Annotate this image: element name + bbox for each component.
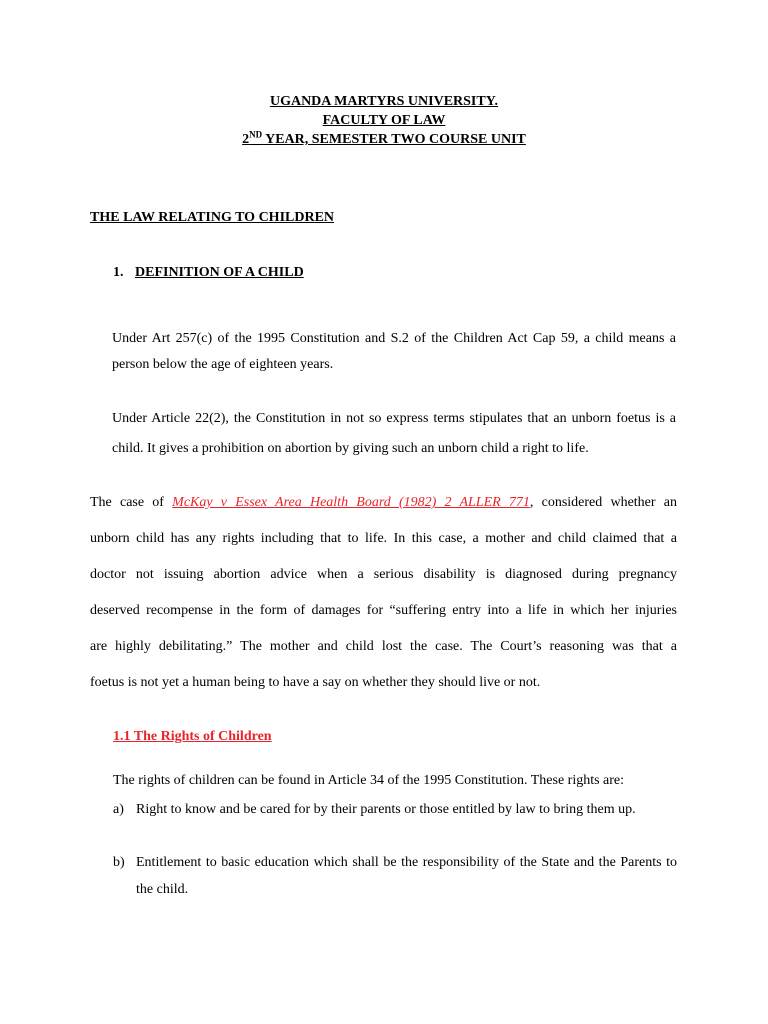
case-following-text: , considered whether an: [529, 495, 677, 510]
paragraph-line: deserved recompense in the form of damages for “suffering entry into a life in which her injuries: [90, 603, 677, 618]
case-intro-text: The case of: [90, 495, 173, 510]
subsection-heading-rights: 1.1 The Rights of Children: [113, 729, 272, 744]
list-item: [113, 796, 677, 823]
paragraph-line: unborn child has any rights including that to life. In this case, a mother and child claimed that a: [90, 531, 677, 546]
paragraph-line: Under Art 257(c) of the 1995 Constitution and S.2 of the Children Act Cap 59, a child means: [112, 331, 665, 346]
year-number: 2: [242, 132, 250, 147]
paragraph-line: are highly debilitating.” The mother and child lost the case. The Court’s reasoning was that a: [90, 639, 677, 654]
university-name: UGANDA MARTYRS UNIVERSITY.: [269, 94, 499, 109]
document-title: THE LAW RELATING TO CHILDREN: [90, 210, 335, 225]
rights-intro-text: The rights of children can be found in Article 34 of the 1995 Constitution. These rights are:: [113, 773, 625, 788]
paragraph-case-discussion: [90, 485, 677, 701]
year-ordinal-suffix: ND: [249, 129, 263, 140]
case-citation-link[interactable]: McKay v Essex Area Health Board (1982) 2 ALLER 771: [172, 495, 530, 510]
section-heading-definition: [113, 265, 304, 281]
list-item-text: Right to know and be cared for by their parents or those entitled by law to bring them up.: [136, 802, 636, 817]
paragraph-line: [90, 485, 677, 521]
list-item-text: Entitlement to basic education which shall be the responsibility of the State and the Parents to the child.: [136, 855, 677, 897]
list-item: [113, 849, 677, 903]
list-item-marker: a): [113, 802, 124, 817]
paragraph-unborn-foetus: [112, 404, 676, 464]
paragraph-line: is a child. It gives a prohibition on abortion by giving such an unborn child a right to life.: [112, 411, 676, 456]
section-heading-text: DEFINITION OF A CHILD: [135, 265, 304, 280]
section-number: 1.: [113, 265, 124, 280]
paragraph-age-definition: [112, 326, 676, 378]
paragraph-line: Under Article 22(2), the Constitution in not so express terms stipulates that an unborn foetus: [112, 411, 651, 426]
course-unit-text: YEAR, SEMESTER TWO COURSE UNIT: [262, 132, 526, 147]
paragraph-line: a person below the age of eighteen years.: [112, 331, 677, 372]
paragraph-line: doctor not issuing abortion advice when a serious disability is diagnosed during pregnancy: [90, 567, 677, 582]
list-item-marker: b): [113, 855, 125, 870]
paragraph-line: foetus is not yet a human being to have a say on whether they should live or not.: [90, 675, 541, 690]
faculty-name: FACULTY OF LAW: [322, 113, 446, 128]
document-header: [0, 92, 768, 149]
course-unit-line: [0, 130, 768, 149]
